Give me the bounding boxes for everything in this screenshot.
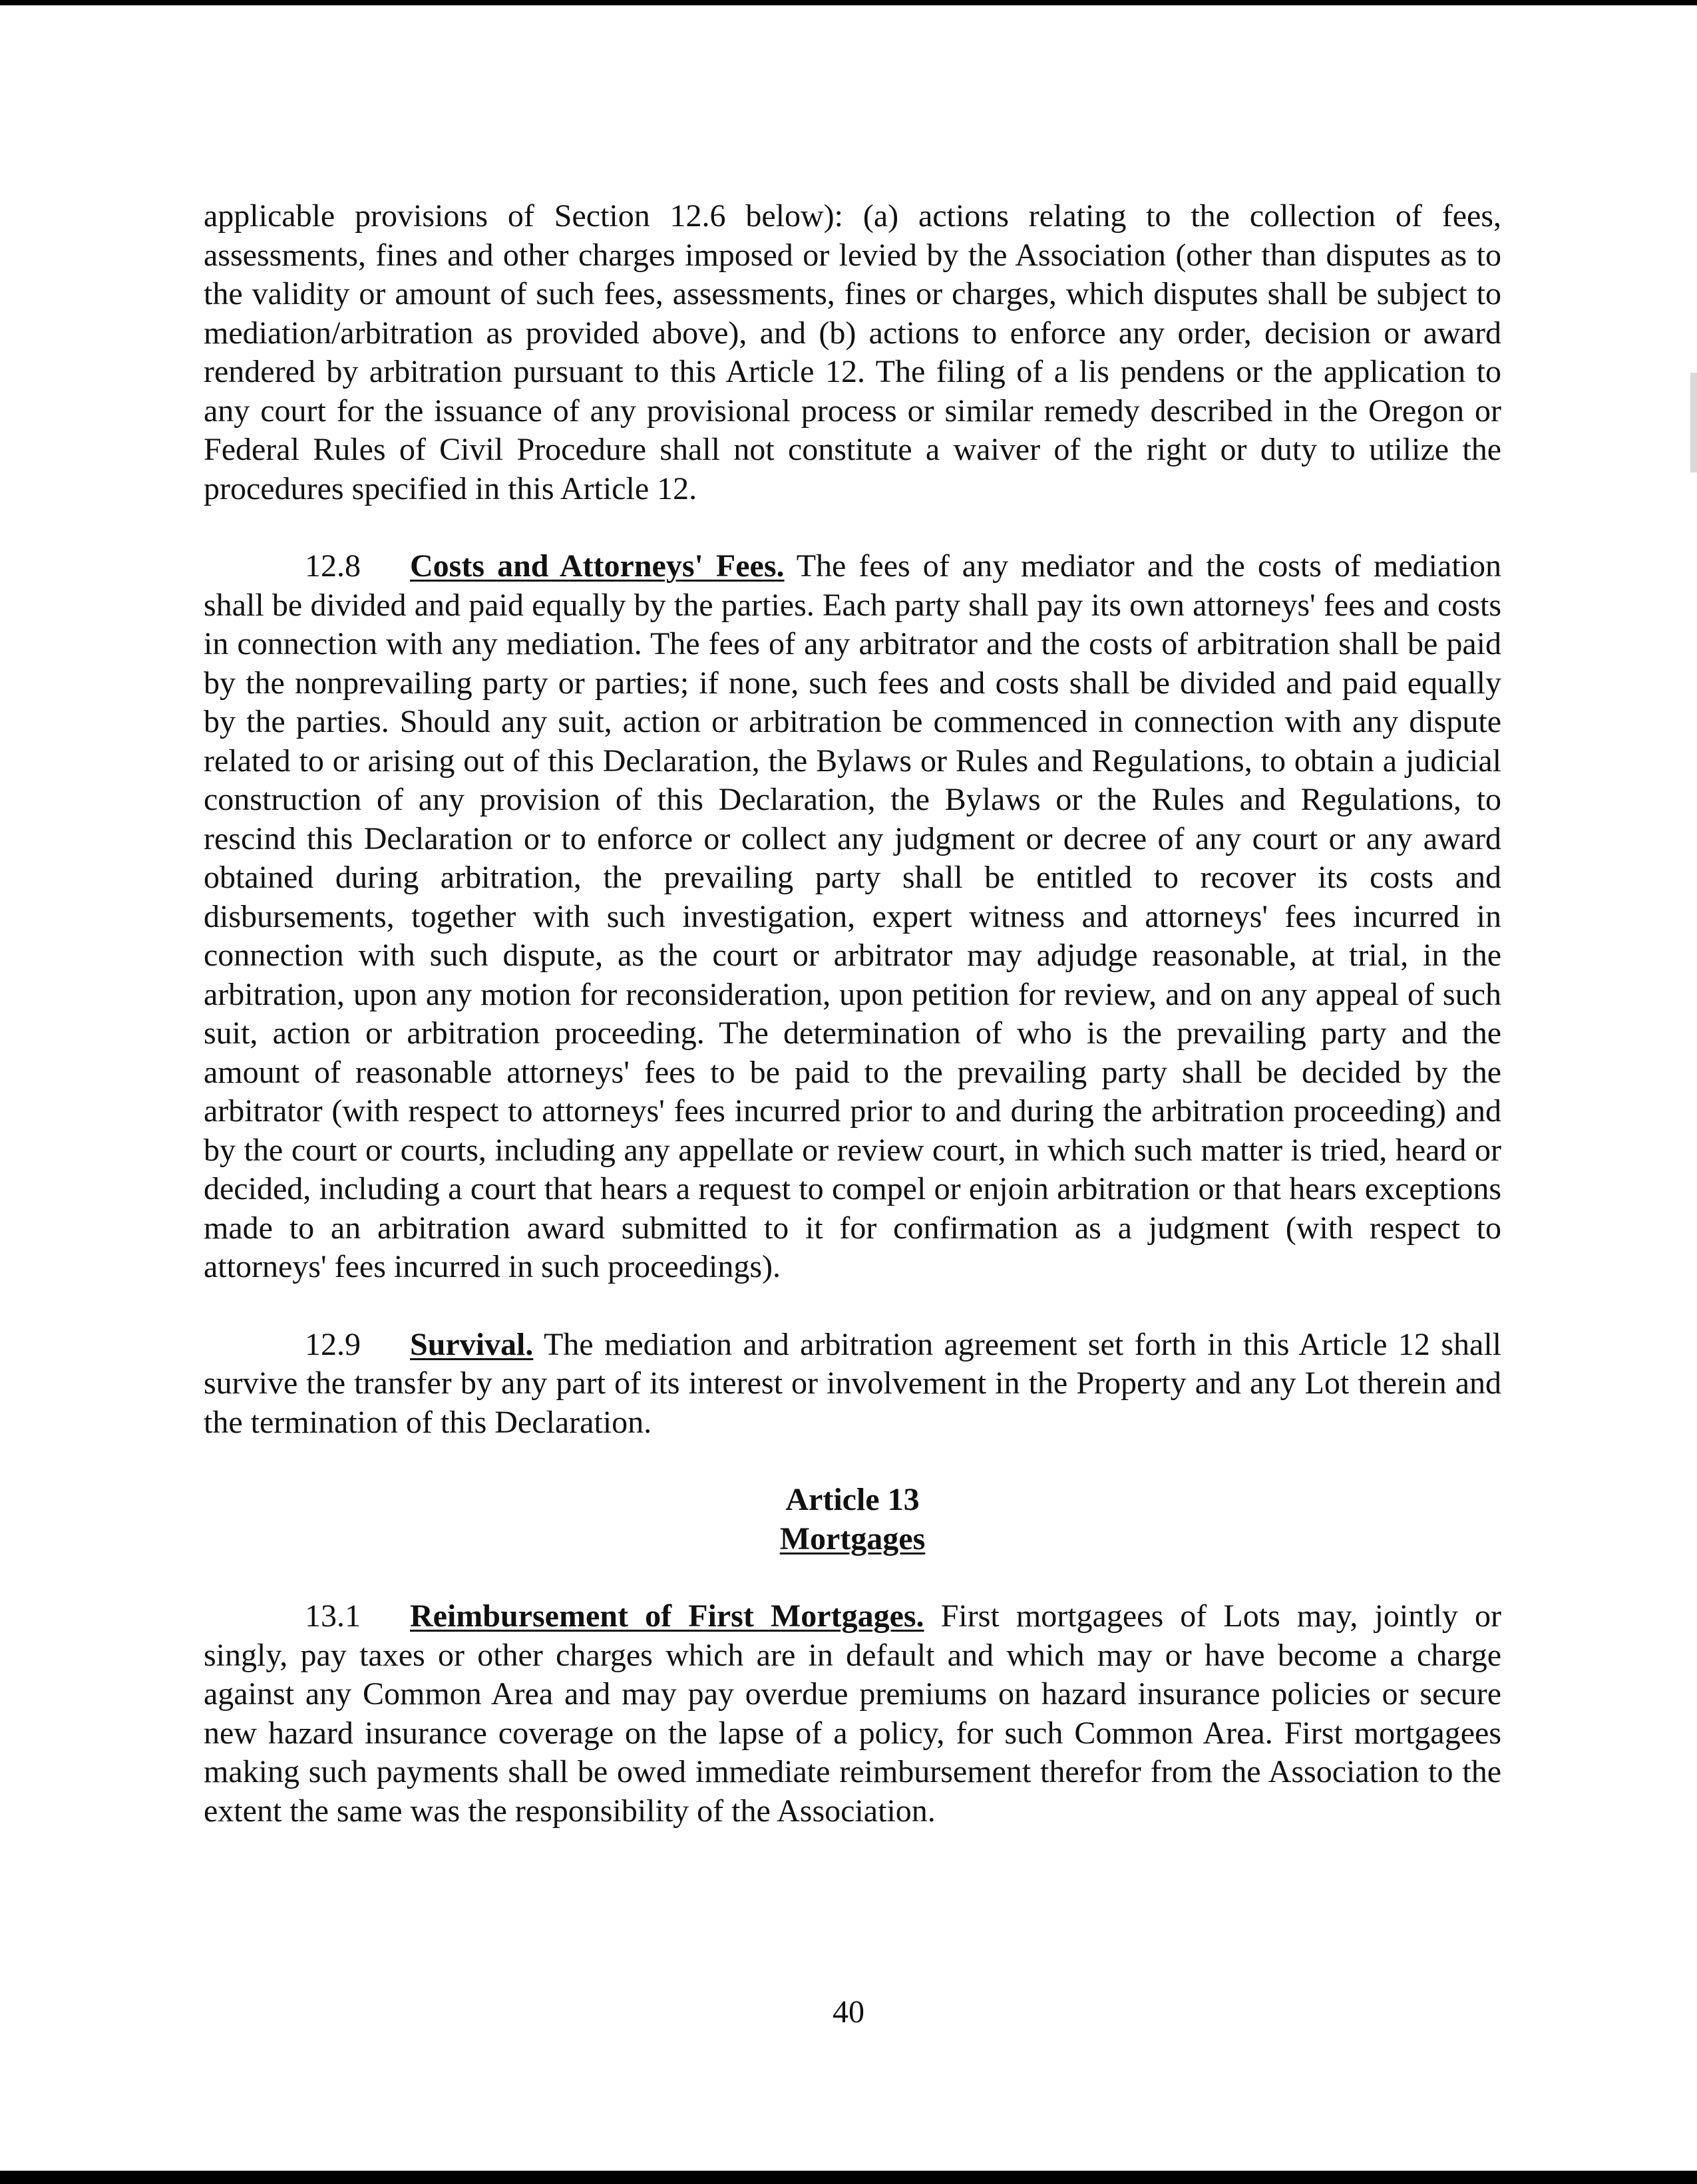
article-label: Article 13 [785,1482,920,1517]
section-13-1 [204,1597,1501,1831]
section-body: The mediation and arbitration agreement set forth in this Article 12 shall survive the transfer by any part of its interest or involvement in the Property and any Lot therein and the termination of this Declaration. [204,1326,1502,1440]
section-12-9 [204,1326,1501,1443]
section-title: Costs and Attorneys' Fees. [410,548,785,584]
section-number: 13.1 [305,1598,361,1634]
section-body: The fees of any mediator and the costs of mediation shall be divided and paid equally by the parties. Each party shall pay its own attorneys' fees and costs in connection with any mediation. The fees of any arbitrator and the costs of arbitration shall be paid by the nonprevailing party or parties; if none, such fees and costs shall be divided and paid equally by the parties. Should any suit, action or arbitration be commenced in connection with any dispute related to or arising out of this Declaration, the Bylaws or Rules and Regulations, to obtain a judicial construction of any provision of this Declaration, the Bylaws or the Rules and Regulations, to rescind this Declaration or to enforce or collect any judgment or decree of any court or any award obtained during arbitration, the prevailing party shall be entitled to recover its costs and disbursements, together with such investigation, expert witness and attorneys' fees incurred in connection with such dispute, as the court or arbitrator may adjudge reasonable, at trial, in the arbitration, upon any motion for reconsideration, upon petition for review, and on any appeal of such suit, action or arbitration proceeding. The determination of who is the prevailing party and the amount of reasonable attorneys' fees to be paid to the prevailing party shall be decided by the arbitrator (with respect to attorneys' fees incurred prior to and during the arbitration proceeding) and by the court or courts, including any appellate or review court, in which such matter is tried, heard or decided, including a court that hears a request to compel or enjoin arbitration or that hears exceptions made to an arbitration award submitted to it for confirmation as a judgment (with respect to attorneys' fees incurred in such proceedings). [204,548,1501,1284]
scan-border-right [1690,373,1697,472]
section-number: 12.9 [305,1326,361,1362]
article-13-heading [204,1481,1501,1558]
section-number: 12.8 [305,548,361,584]
scan-border-bottom [0,2171,1697,2184]
article-title: Mortgages [779,1521,926,1556]
document-page [204,197,1501,1869]
paragraph-continuation: applicable provisions of Section 12.6 below): (a) actions relating to the collection of fees, assessments, fines and other charges imposed or levied by the Association (other than disputes as to the validity or amount of such fees, assessments, fines or charges, which disputes shall be subject to mediation/arbitration as provided above), and (b) actions to enforce any order, decision or award rendered by arbitration pursuant to this Article 12. The filing of a lis pendens or the application to any court for the issuance of any provisional process or similar remedy described in the Oregon or Federal Rules of Civil Procedure shall not constitute a waiver of the right or duty to utilize the procedures specified in this Article 12. [204,198,1501,506]
section-title: Survival. [410,1326,534,1362]
scan-border-top [0,0,1697,5]
section-body: First mortgagees of Lots may, jointly or singly, pay taxes or other charges which are in default and which may or have become a charge against any Common Area and may pay overdue premiums on hazard insurance policies or secure new hazard insurance coverage on the lapse of a policy, for such Common Area. First mortgagees making such payments shall be owed immediate reimbursement therefor from the Association to the extent the same was the responsibility of the Association. [204,1598,1502,1829]
section-12-8 [204,547,1501,1287]
section-title: Reimbursement of First Mortgages. [410,1598,924,1634]
page-number: 40 [833,1994,864,2030]
